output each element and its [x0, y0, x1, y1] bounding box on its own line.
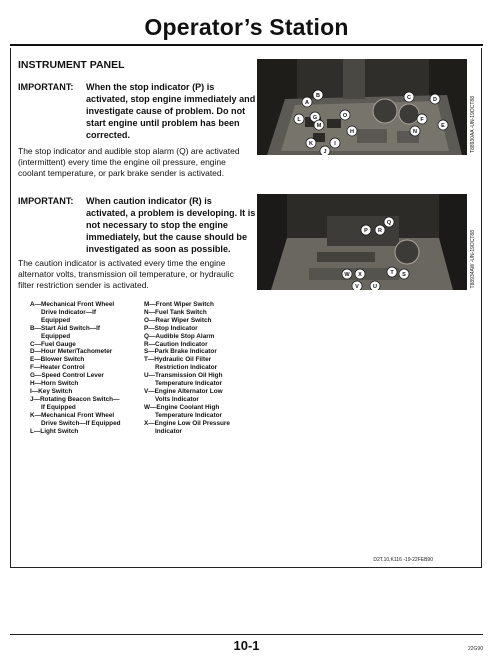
legend-item: H—Horn Switch — [30, 380, 79, 388]
callout-label: W — [344, 272, 350, 278]
legend-item: S—Park Brake Indicator — [144, 348, 217, 356]
legend-item: K—Mechanical Front Wheel Drive Switch—If Equipped — [30, 411, 121, 427]
legend-item: M—Front Wiper Switch — [144, 301, 214, 308]
legend-item: A—Mechanical Front Wheel Drive Indicator—If Equipped — [30, 301, 115, 324]
legend-right-column — [144, 301, 236, 435]
legend-item: V—Engine Alternator Low Volts Indicator — [144, 387, 223, 403]
important-text: When caution indicator (R) is activated, a problem is developing. It is not necessary to stop the engine immediately, but the cause should be investigated as soon as possible. — [86, 196, 256, 254]
legend-item: J—Rotating Beacon Switch—If Equipped — [30, 395, 120, 411]
important-label: IMPORTANT: — [18, 196, 74, 206]
legend-item: B—Start Aid Switch—If Equipped — [30, 324, 101, 340]
callout-label: U — [373, 284, 377, 290]
page-title: Operator’s Station — [144, 14, 349, 40]
callout-label: S — [402, 272, 406, 278]
callout-label: L — [297, 117, 301, 123]
important-text: When the stop indicator (P) is activated, stop engine immediately and investigate cause of problem. Do not start engine until problem has been corrected. — [86, 82, 256, 140]
important-label: IMPORTANT: — [18, 82, 74, 92]
legend-left-column — [30, 301, 122, 435]
legend-item: X—Engine Low Oil Pressure Indicator — [144, 419, 230, 435]
callout-label: F — [420, 117, 424, 123]
legend-item: I—Key Switch — [30, 387, 73, 395]
callout-label: A — [305, 100, 309, 106]
publication-code: 22G90 — [467, 646, 483, 652]
important-note-stop — [18, 81, 256, 140]
callout-label: Q — [386, 220, 392, 226]
legend-item: Q—Audible Stop Alarm — [144, 332, 215, 340]
callout-label: O — [342, 113, 348, 119]
legend-item: O—Rear Wiper Switch — [144, 316, 212, 324]
caution-indicator-paragraph: The caution indicator is activated every time the engine alternator volts, transmission oil temperature, or hydraulic filter restriction sender is activated. — [18, 258, 234, 290]
callout-label: M — [316, 123, 322, 129]
photo-id-code: T88930AA -UN-19OCT88 — [470, 96, 476, 153]
legend-item: W—Engine Coolant High Temperature Indicator — [144, 403, 222, 419]
legend-item: E—Blower Switch — [30, 356, 85, 364]
legend-item: N—Fuel Tank Switch — [144, 308, 207, 316]
document-reference: D2T,10,K116 -19-22FEB90 — [373, 557, 433, 563]
callout-label: B — [316, 93, 320, 99]
important-note-caution — [18, 195, 256, 254]
page-number: 10-1 — [233, 638, 260, 653]
stop-indicator-paragraph: The stop indicator and audible stop alarm (Q) are activated (intermittent) every time the engine oil pressure, engine coolant temperature, or park brake sender is activated. — [18, 146, 240, 178]
callout-label: J — [323, 149, 327, 155]
title-rule — [10, 44, 483, 46]
photo-id-code: T88934AW -UN-19OCT88 — [470, 230, 476, 289]
callout-label: D — [433, 97, 437, 103]
callout-label: P — [364, 228, 368, 234]
callout-label: V — [355, 284, 359, 290]
legend-item: T—Hydraulic Oil Filter Restriction Indicator — [144, 356, 218, 372]
legend-item: G—Speed Control Lever — [30, 372, 104, 380]
callout-label: G — [312, 115, 318, 121]
legend-item: P—Stop Indicator — [144, 324, 198, 332]
callout-label: X — [358, 272, 362, 278]
section-heading: INSTRUMENT PANEL — [18, 59, 125, 71]
callout-label: E — [441, 123, 445, 129]
footer-rule — [10, 634, 483, 635]
callout-label: K — [309, 141, 313, 147]
callout-label: T — [390, 270, 394, 276]
callout-label: C — [407, 95, 411, 101]
callout-label: N — [413, 129, 417, 135]
instrument-panel-photo — [257, 59, 467, 155]
callout-label: H — [350, 129, 354, 135]
legend-item: U—Transmission Oil High Temperature Indicator — [144, 372, 223, 388]
indicator-panel-photo — [257, 194, 467, 290]
legend-item: D—Hour Meter/Tachometer — [30, 348, 113, 356]
legend-item: F—Heater Control — [30, 364, 85, 372]
legend-item: R—Caution Indicator — [144, 340, 208, 348]
callout-label: R — [378, 228, 382, 234]
callout-label: I — [334, 141, 336, 147]
legend-item: C—Fuel Gauge — [30, 340, 76, 348]
legend-item: L—Light Switch — [30, 427, 79, 435]
